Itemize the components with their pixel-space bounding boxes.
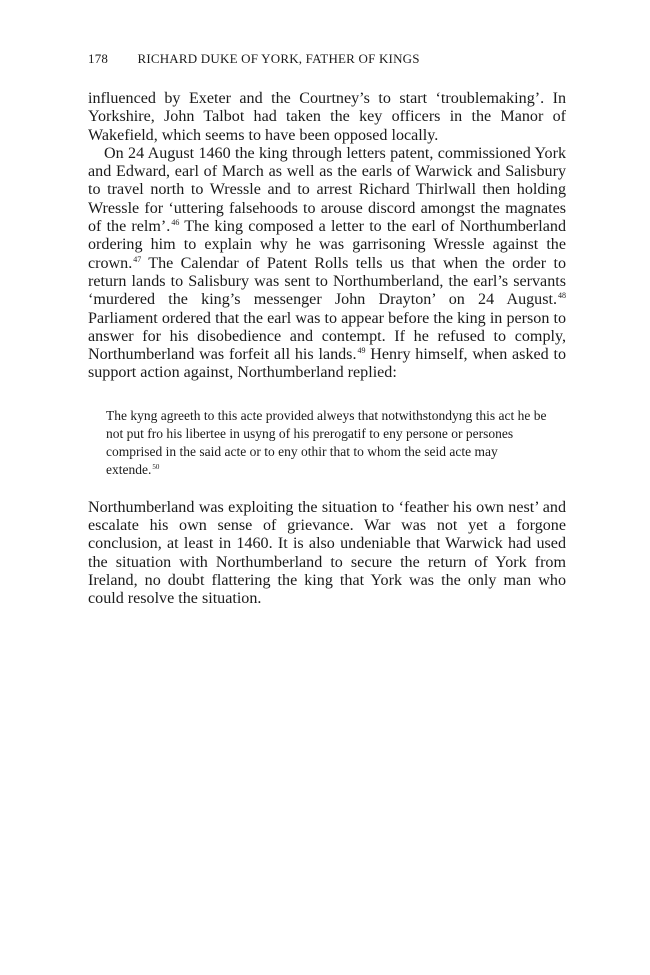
footnote-marker: 48 [558,291,566,301]
footnote-marker: 49 [357,346,366,356]
footnote-marker: 50 [152,462,160,471]
paragraph-text: The Calendar of Patent Rolls tells us that when the order to return lands to Salisbury was sent to Northumberland, the earl’s servants ‘murdered the king’s messenger John Drayton’ on 24 August. [88,254,566,309]
footnote-marker: 46 [171,218,180,228]
paragraph-text: Parliament ordered that the earl was to appear before the king in person to answer for his disobedience and contempt. If he refused to comply, Northumberland was forfeit all his lands. [88,309,566,364]
body-text [88,90,566,609]
quote-text: The kyng agreeth to this acte provided alweys that notwithstondyng this act he be not put fro his libertee in usyng of his prerogatif to eny persone or persones comprised in the said acte or to eny othir that to whom the seid acte may extende. [106,407,547,477]
paragraph-text: On 24 August 1460 the king through letters patent, commissioned York and Edward, earl of March as well as the earls of Warwick and Salisbury to travel north to Wressle and to arrest Richard Thirlwall then holding Wressle for ‘uttering falsehoods to arouse discord amongst the magnates of the relm’. [88,144,566,236]
running-title: RICHARD DUKE OF YORK, FATHER OF KINGS [137,51,420,66]
page-number: 178 [88,51,109,66]
paragraph-closing: Northumberland was exploiting the situation to ‘feather his own nest’ and escalate his own sense of grievance. War was not yet a forgone conclusion, at least in 1460. It is also undeniable that Warwick had used the situation with Northumberland to secure the return of York from Ireland, no doubt flattering the king that York was the only man who could resolve the situation. [88,498,566,608]
paragraph-text: Henry himself, when asked to support action against, Northumberland replied: [88,346,566,382]
paragraph-text: The king composed a letter to the earl of Northumberland ordering him to explain why he was garrisoning Wressle against the crown. [88,218,566,272]
paragraph-wressle [88,145,566,383]
book-page [88,50,566,609]
footnote-marker: 47 [133,254,142,264]
running-head [88,50,566,68]
block-quote [106,407,548,479]
paragraph-continuation: influenced by Exeter and the Courtney’s to start ‘troublemaking’. In Yorkshire, John Talbot had taken the key officers in the Manor of Wakefield, which seems to have been opposed locally. [88,90,566,144]
